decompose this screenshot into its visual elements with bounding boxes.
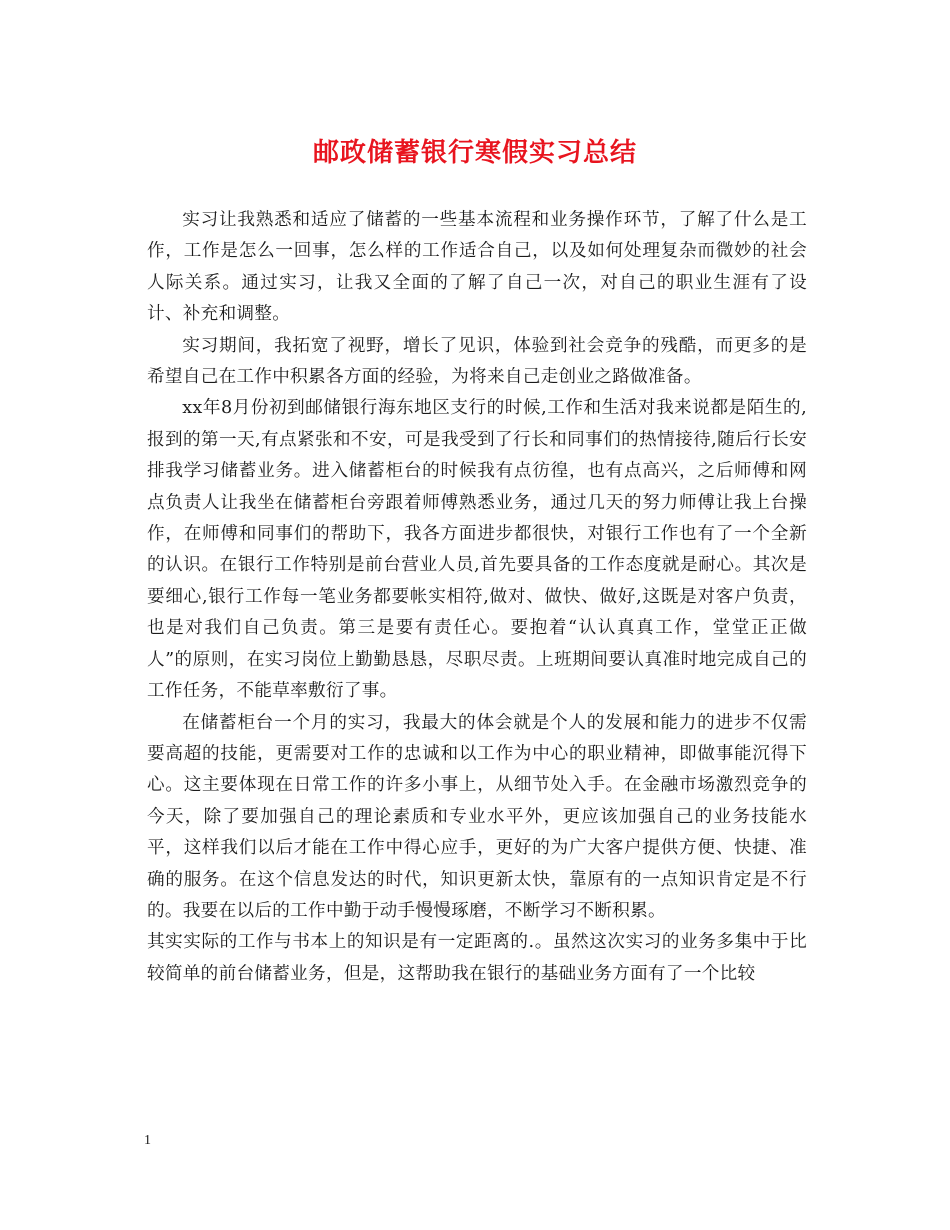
paragraph-2: 实习期间，我拓宽了视野，增长了见识，体验到社会竞争的残酷，而更多的是希望自己在工作中积累各方面的经验，为将来自己走创业之路做准备。 (147, 335, 807, 388)
page-number: 1 (144, 1133, 151, 1148)
paragraph-3: xx年8月份初到邮储银行海东地区支行的时候,工作和生活对我来说都是陌生的,报到的第一天,有点紧张和不安，可是我受到了行长和同事们的热情接待,随后行长安排我学习储蓄业务。进入储蓄柜台的时候我有点彷徨，也有点高兴，之后师傅和网点负责人让我坐在储蓄柜台旁跟着师傅熟悉业务，通过几天的努力师傅让我上台操作，在师傅和同事们的帮助下，我各方面进步都很快，对银行工作也有了一个全新的认识。在银行工作特别是前台营业人员,首先要具备的工作态度就是耐心。其次是要细心,银行工作每一笔业务都要帐实相符,做对、做快、做好,这既是对客户负责，也是对我们自己负责。第三是要有责任心。要抱着“认认真真工作，堂堂正正做人”的原则，在实习岗位上勤勤恳恳，尽职尽责。上班期间要认真准时地完成自己的工作任务，不能草率敷衍了事。 (147, 398, 807, 702)
paragraph-1: 实习让我熟悉和适应了储蓄的一些基本流程和业务操作环节，了解了什么是工作，工作是怎么一回事，怎么样的工作适合自己，以及如何处理复杂而微妙的社会人际关系。通过实习，让我又全面的了解了自己一次，对自己的职业生涯有了设计、补充和调整。 (147, 210, 807, 325)
document-title: 邮政储蓄银行寒假实习总结 (312, 138, 637, 168)
document-body (147, 205, 807, 990)
paragraph-5: 其实实际的工作与书本上的知识是有一定距离的.。虽然这次实习的业务多集中于比较简单的前台储蓄业务，但是，这帮助我在银行的基础业务方面有了一个比较 (147, 932, 807, 984)
paragraph-4: 在储蓄柜台一个月的实习，我最大的体会就是个人的发展和能力的进步不仅需要高超的技能，更需要对工作的忠诚和以工作为中心的职业精神，即做事能沉得下心。这主要体现在日常工作的许多小事上，从细节处入手。在金融市场激烈竞争的今天，除了要加强自己的理论素质和专业水平外，更应该加强自己的业务技能水平，这样我们以后才能在工作中得心应手，更好的为广大客户提供方便、快捷、准确的服务。在这个信息发达的时代，知识更新太快，靠原有的一点知识肯定是不行的。我要在以后的工作中勤于动手慢慢琢磨，不断学习不断积累。 (147, 712, 807, 921)
